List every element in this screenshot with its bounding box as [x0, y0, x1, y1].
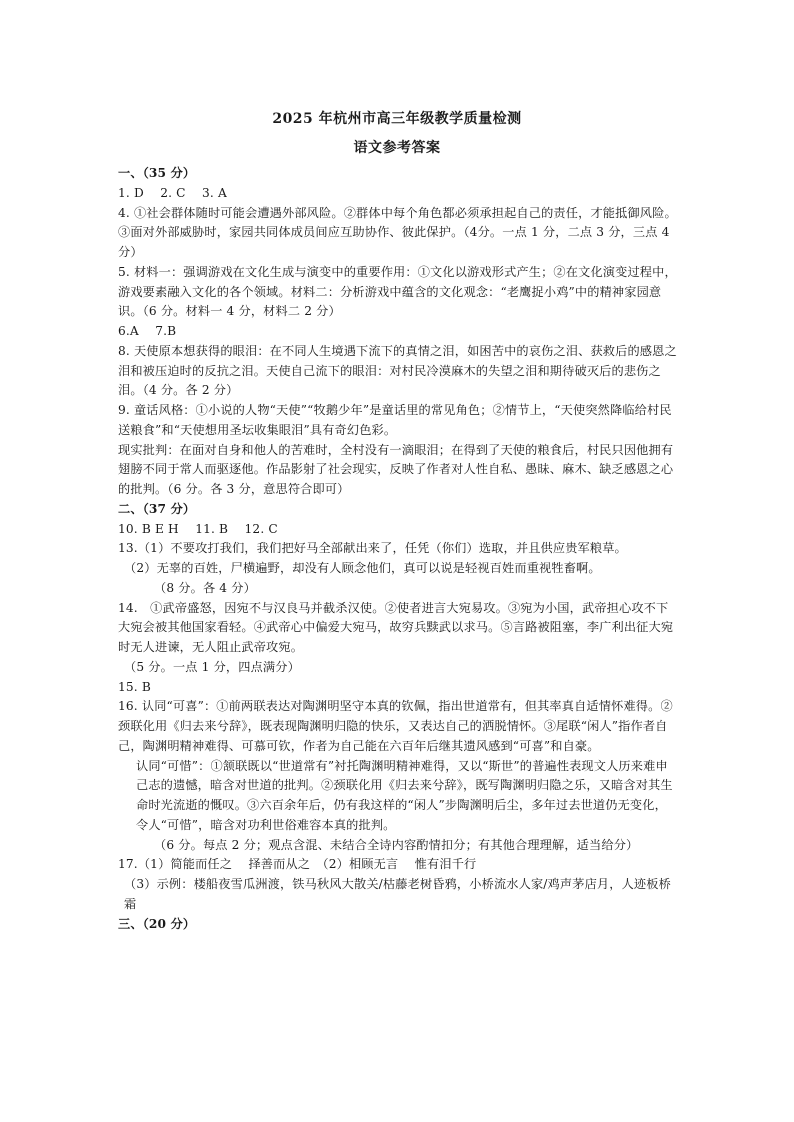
answer-16-kexi2: 认同“可惜”：①颔联既以“世道常有”衬托陶渊明精神难得，又以“斯世”的普遍性表现文人历来难申己志的遗憾，暗含对世道的批判。②颈联化用《归去来兮辞》，既写陶渊明归隐之乐，又暗含对其生命时光流逝的慨叹。③六百余年后，仍有我这样的“闲人”步陶渊明后尘，多年过去世道仍无变化，令人“可惜”，暗含对功利世俗难容本真的批判。: [136, 758, 673, 832]
answer-5: 5. 材料一：强调游戏在文化生成与演变中的重要作用：①文化以游戏形式产生；②在文化演变过程中，游戏要素融入文化的各个领域。材料二：分析游戏中蕴含的文化观念：“老鹰捉小鸡”中的精神家园意识。（6 分。材料一 4 分，材料二 2 分）: [118, 264, 677, 319]
answer-10-12: 10. B E H 11. B 12. C: [118, 521, 278, 536]
answer-13-score: （8 分。各 4 分）: [154, 580, 256, 595]
answer-6-7: 6.A 7.B: [118, 324, 177, 338]
answer-14: 14. ①武帝盛怒，因宛不与汉良马并截杀汉使。②使者进言大宛易攻。③宛为小国，武帝担心攻不下大宛会被其他国家看轻。④武帝心中偏爱大宛马，故穷兵黩武以求马。⑤言路被阻塞，李广利出征大宛时无人进谏，无人阻止武帝攻宛。: [118, 600, 674, 654]
answer-16-kexi: 16. 认同“可喜”：①前两联表达对陶渊明坚守本真的钦佩，指出世道常有，但其率真自适情怀难得。②颈联化用《归去来兮辞》，既表现陶渊明归隐的快乐，又表达自己的洒脱情怀。③尾联“闲人”指作者自己，陶渊明精神难得、可慕可钦，作者为自己能在六百年后继其遗风感到“可喜”和自豪。: [118, 699, 673, 753]
answer-1-3: 1. D 2. C 3. A: [118, 185, 227, 200]
page-subtitle: 语文参考答案: [353, 140, 441, 156]
answer-8: 8. 天使原本想获得的眼泪：在不同人生境遇下流下的真情之泪，如困苦中的哀伤之泪、获救后的感恩之泪和被压迫时的反抗之泪。天使自己流下的眼泪：对村民冷漠麻木的失望之泪和期待破灭后的悲伤之泪。（4 分。各 2 分）: [118, 343, 677, 398]
answer-4: 4. ①社会群体随时可能会遭遇外部风险。②群体中每个角色都必须承担起自己的责任，才能抵御风险。③面对外部威胁时，家园共同体成员间应互助协作、彼此保护。（4分。一点 1 分，二点 3 分，三点 4 分）: [118, 205, 677, 259]
answer-9-critique: 现实批判：在面对自身和他人的苦难时，全村没有一滴眼泪；在得到了天使的粮食后，村民只因他拥有翅膀不同于常人而驱逐他。作品影射了社会现实，反映了作者对人性自私、愚昧、麻木、缺乏感恩之心的批判。（6 分。各 3 分，意思符合即可）: [118, 442, 674, 496]
section-heading-1: 一、（35 分）: [118, 166, 196, 180]
section-heading-3: 三、（20 分）: [118, 916, 196, 931]
answer-17-1-2: 17.（1）简能而任之 择善而从之 （2）相顾无言 惟有泪千行: [118, 857, 477, 872]
answer-body: [118, 164, 678, 934]
answer-17-3: （3）示例：楼船夜雪瓜洲渡，铁马秋风大散关/枯藤老树昏鸦，小桥流水人家/鸡声茅店月，人迹板桥霜: [124, 877, 671, 911]
page-title: 2025 年杭州市高三年级教学质量检测: [272, 111, 522, 127]
section-heading-2: 二、（37 分）: [118, 501, 196, 516]
answer-16-score: （6 分。每点 2 分；观点含混、未结合全诗内容酌情扣分；有其他合理理解，适当给分）: [154, 837, 639, 852]
answer-13-1: 13.（1）不要攻打我们，我们把好马全部献出来了，任凭（你们）选取，并且供应贵军粮草。: [118, 541, 627, 556]
answer-9-style: 9. 童话风格：①小说的人物“天使”“牧鹅少年”是童话里的常见角色；②情节上，“天使突然降临给村民送粮食”和“天使想用圣坛收集眼泪”具有奇幻色彩。: [118, 403, 672, 437]
answer-13-2: （2）无辜的百姓，尸横遍野，却没有人顾念他们，真可以说是轻视百姓而重视牲畜啊。: [124, 561, 601, 575]
answer-14-score: （5 分。一点 1 分，四点满分）: [124, 659, 300, 674]
answer-15: 15. B: [118, 679, 151, 694]
